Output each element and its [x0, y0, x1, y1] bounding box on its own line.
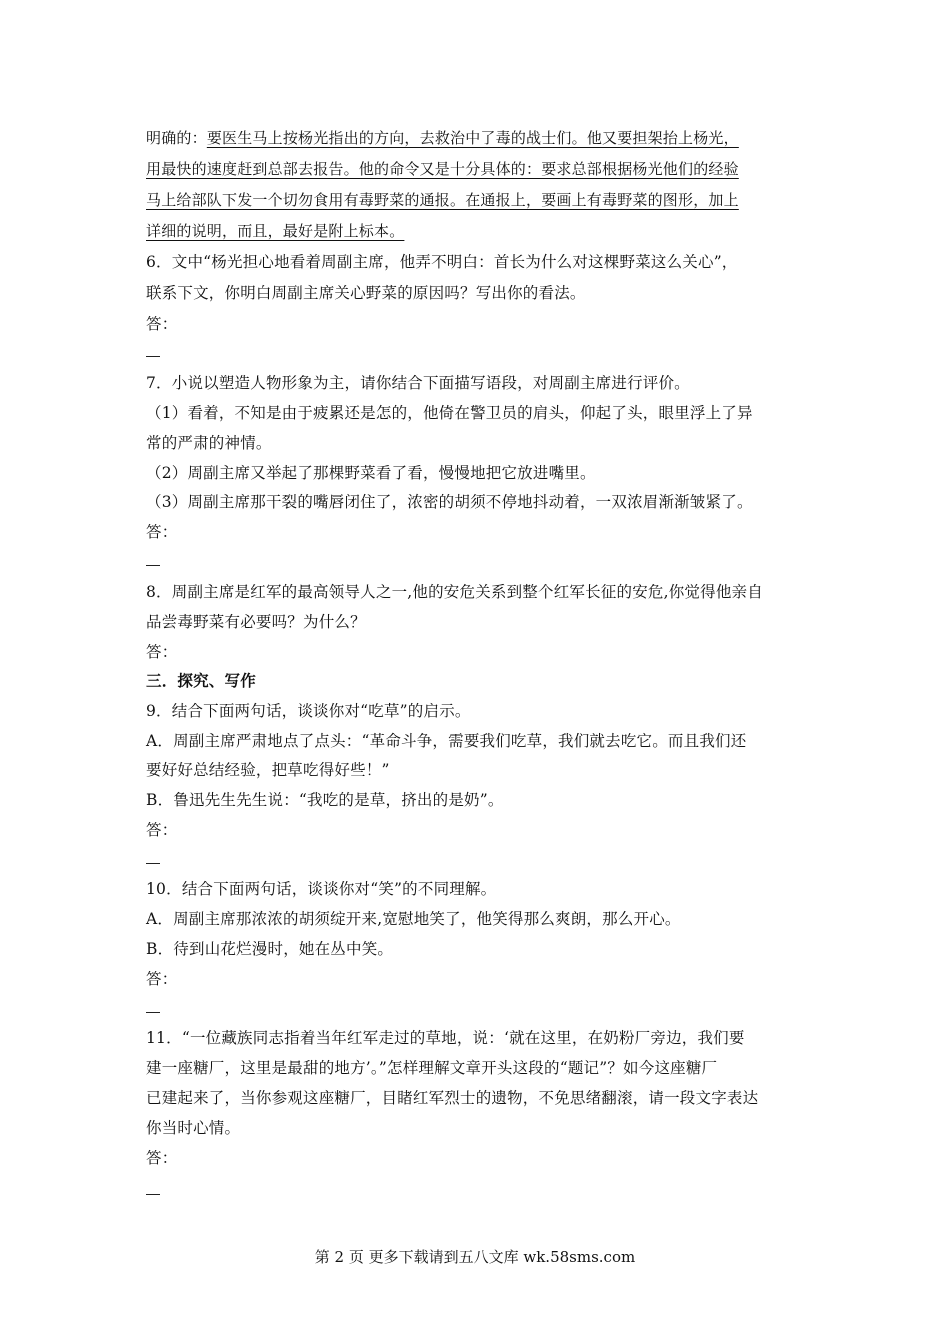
- question-8-answer-label: 答：: [146, 643, 178, 661]
- question-10-line-1: 10．结合下面两句话，谈谈你对“笑”的不同理解。: [146, 880, 497, 898]
- answer-line-3: 马上给部队下发一个切勿食用有毒野菜的通报。在通报上，要画上有毒野菜的图形，加上: [146, 191, 739, 209]
- answer-line-4: 详细的说明，而且，最好是附上标本。: [146, 222, 405, 240]
- page-footer: 第 2 页 更多下载请到五八文库 wk.58sms.com: [314, 1248, 636, 1266]
- answer-blank-line: [146, 1194, 160, 1195]
- question-7-item-1-line-1: （1）看着，不知是由于疲累还是怎的，他倚在警卫员的肩头，仰起了头，眼里浮上了异: [146, 404, 753, 422]
- question-6-answer-label: 答：: [146, 315, 178, 333]
- question-10-option-b: B．待到山花烂漫时，她在丛中笑。: [146, 940, 394, 958]
- question-11-line-2: 建一座糖厂，这里是最甜的地方’。”怎样理解文章开头这段的“题记”？如今这座糖厂: [146, 1059, 718, 1077]
- question-9-line-1: 9．结合下面两句话，谈谈你对“吃草”的启示。: [146, 702, 471, 720]
- question-6-line-1: 6．文中“杨光担心地看着周副主席，他弄不明白：首长为什么对这棵野菜这么关心”，: [146, 253, 738, 271]
- question-6-line-2: 联系下文，你明白周副主席关心野菜的原因吗？写出你的看法。: [146, 284, 586, 302]
- question-11-line-3: 已建起来了，当你参观这座糖厂，目睹红军烈士的遗物，不免思绪翻滚，请一段文字表达: [146, 1089, 759, 1107]
- section-3-heading: 三．探究、写作: [146, 671, 256, 690]
- question-11-answer-label: 答：: [146, 1149, 178, 1167]
- answer-underlined-text: 要医生马上按杨光指出的方向，去救治中了毒的战士们。他又要担架抬上杨光，: [206, 129, 739, 147]
- question-10-option-a: A．周副主席那浓浓的胡须绽开来,宽慰地笑了，他笑得那么爽朗，那么开心。: [146, 910, 681, 928]
- question-11-line-1: 11．“一位藏族同志指着当年红军走过的草地，说：‘就在这里，在奶粉厂旁边，我们要: [146, 1029, 745, 1047]
- question-8-line-2: 品尝毒野菜有必要吗？为什么？: [146, 613, 366, 631]
- question-9-answer-label: 答：: [146, 821, 178, 839]
- answer-blank-line: [146, 565, 160, 566]
- question-9-option-b: B．鲁迅先生先生说：“我吃的是草，挤出的是奶”。: [146, 791, 504, 809]
- answer-blank-line: [146, 863, 160, 864]
- answer-blank-line: [146, 1012, 160, 1013]
- answer-blank-line: [146, 356, 160, 357]
- answer-line-1: [146, 127, 816, 149]
- question-9-option-a-line-1: A．周副主席严肃地点了点头：“革命斗争，需要我们吃草，我们就去吃它。而且我们还: [146, 732, 747, 750]
- answer-prefix: 明确的：: [146, 129, 207, 147]
- question-7-item-2: （2）周副主席又举起了那棵野菜看了看，慢慢地把它放进嘴里。: [146, 464, 596, 482]
- question-11-line-4: 你当时心情。: [146, 1119, 241, 1137]
- question-9-option-a-line-2: 要好好总结经验，把草吃得好些！”: [146, 761, 390, 779]
- question-7-answer-label: 答：: [146, 523, 178, 541]
- question-8-line-1: 8．周副主席是红军的最高领导人之一,他的安危关系到整个红军长征的安危,你觉得他亲自: [146, 583, 763, 601]
- question-7-item-1-line-2: 常的严肃的神情。: [146, 434, 272, 452]
- answer-line-2: 用最快的速度赶到总部去报告。他的命令又是十分具体的：要求总部根据杨光他们的经验: [146, 160, 739, 178]
- question-7-item-3: （3）周副主席那干裂的嘴唇闭住了，浓密的胡须不停地抖动着，一双浓眉渐渐皱紧了。: [146, 493, 753, 511]
- question-10-answer-label: 答：: [146, 970, 178, 988]
- question-7-line-1: 7．小说以塑造人物形象为主，请你结合下面描写语段，对周副主席进行评价。: [146, 374, 690, 392]
